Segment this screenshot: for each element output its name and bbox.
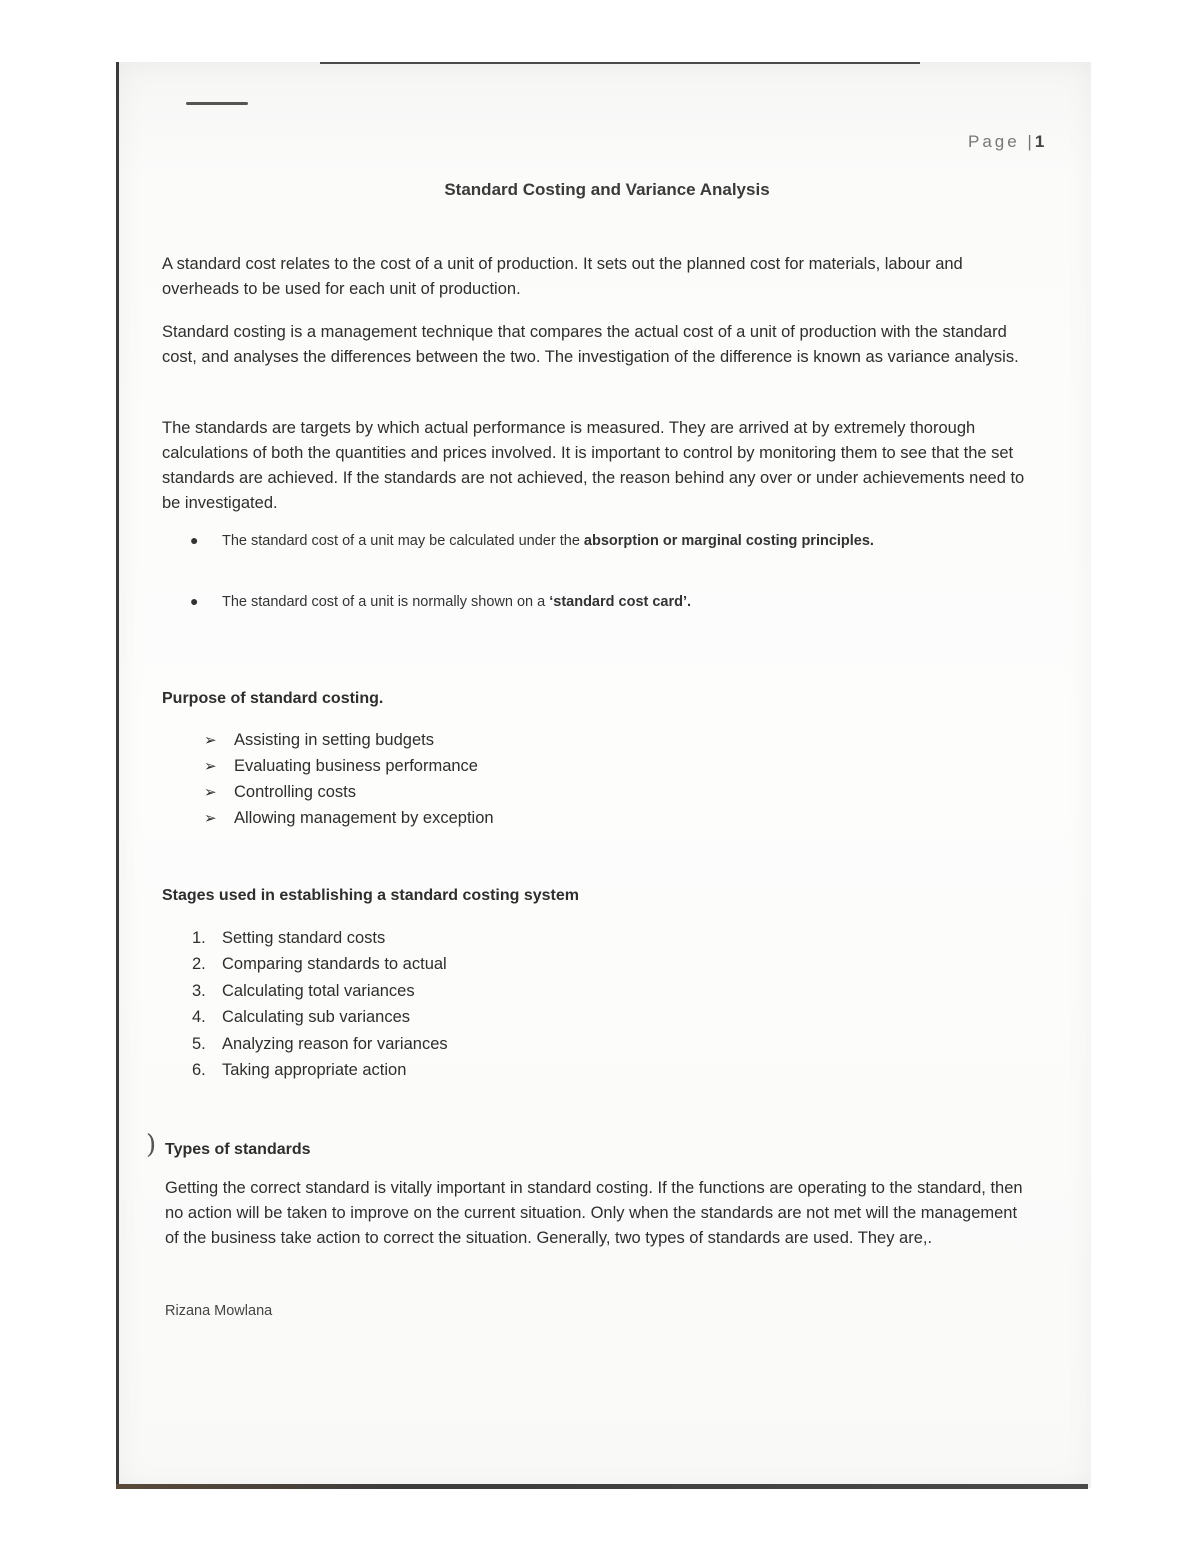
paragraph-standard-cost: A standard cost relates to the cost of a unit of production. It sets out the planned cost for materials, labour and overheads to be used for each unit of production. bbox=[162, 255, 963, 298]
bullet-dot-icon: ● bbox=[190, 593, 199, 609]
arrow-bullet-icon: ➢ bbox=[204, 732, 217, 749]
paper-bottom-edge bbox=[116, 1484, 1088, 1489]
list-item bbox=[204, 780, 494, 806]
list-number: 1. bbox=[192, 929, 206, 947]
arrow-bullet-icon: ➢ bbox=[204, 784, 217, 801]
list-item bbox=[192, 1005, 448, 1031]
paragraph-standard-costing: Standard costing is a management technique that compares the actual cost of a unit of production with the standard cost, and analyses the differences between the two. The investigation of the difference is known as variance analysis. bbox=[162, 323, 1019, 366]
list-item bbox=[192, 952, 448, 978]
list-item-text: Comparing standards to actual bbox=[222, 955, 447, 974]
list-item bbox=[192, 1032, 448, 1058]
list-number: 3. bbox=[192, 981, 206, 1000]
bullet-text: The standard cost of a unit may be calculated under the bbox=[222, 533, 584, 549]
bullet-bold-text: ‘standard cost card’. bbox=[549, 594, 692, 610]
bullet-bold-text: absorption or marginal costing principles. bbox=[583, 533, 874, 549]
list-item bbox=[204, 728, 494, 754]
list-number: 5. bbox=[192, 1034, 206, 1053]
list-number: 6. bbox=[192, 1060, 206, 1079]
bullet-item bbox=[190, 593, 1010, 610]
arrow-bullet-icon: ➢ bbox=[204, 810, 217, 827]
stages-heading: Stages used in establishing a standard costing system bbox=[162, 887, 580, 904]
pen-mark bbox=[186, 102, 248, 105]
bullet-text: The standard cost of a unit is normally shown on a bbox=[222, 594, 550, 610]
list-item bbox=[204, 806, 494, 832]
list-item-text: Taking appropriate action bbox=[222, 1060, 407, 1079]
list-item-text: Analyzing reason for variances bbox=[222, 1034, 448, 1053]
list-item-text: Calculating total variances bbox=[222, 981, 415, 1000]
list-item-text: Controlling costs bbox=[234, 783, 356, 801]
list-item-text: Assisting in setting budgets bbox=[234, 731, 434, 749]
page-label: Page | bbox=[968, 132, 1035, 151]
document-title: Standard Costing and Variance Analysis bbox=[444, 180, 770, 199]
arrow-bullet-icon: ➢ bbox=[204, 758, 217, 775]
paper-top-edge bbox=[320, 62, 920, 64]
list-number: 4. bbox=[192, 1008, 206, 1027]
list-item-text: Setting standard costs bbox=[222, 929, 386, 947]
purpose-list bbox=[204, 728, 494, 832]
bullet-dot-icon: ● bbox=[190, 532, 199, 548]
page-number bbox=[968, 132, 1047, 152]
bullet-item bbox=[190, 532, 1010, 549]
list-item-text: Calculating sub variances bbox=[222, 1008, 411, 1027]
purpose-heading: Purpose of standard costing. bbox=[162, 690, 384, 707]
list-item-text: Allowing management by exception bbox=[234, 809, 494, 827]
paragraph-types: Getting the correct standard is vitally important in standard costing. If the functions are operating to the standard, then no action will be taken to improve on the current situation. Only when the standards are not met will the management of the business take action to correct the situation. Generally, two types of standards are used. They are,. bbox=[165, 1179, 1023, 1247]
list-item-text: Evaluating business performance bbox=[234, 757, 478, 775]
stages-list bbox=[192, 926, 448, 1084]
list-item bbox=[204, 754, 494, 780]
types-heading: Types of standards bbox=[165, 1141, 311, 1158]
list-number: 2. bbox=[192, 955, 206, 974]
list-item bbox=[192, 979, 448, 1005]
list-item bbox=[192, 926, 448, 952]
list-item bbox=[192, 1058, 448, 1084]
page-number-value: 1 bbox=[1034, 132, 1048, 151]
margin-bracket-mark: ) bbox=[146, 1130, 157, 1160]
author-name: Rizana Mowlana bbox=[165, 1303, 273, 1319]
paragraph-standards-targets: The standards are targets by which actual performance is measured. They are arrived at by extremely thorough calculations of both the quantities and prices involved. It is important to control by monitoring them to see that the set standards are achieved. If the standards are not achieved, the reason behind any over or under achievements need to be investigated. bbox=[162, 419, 1025, 512]
